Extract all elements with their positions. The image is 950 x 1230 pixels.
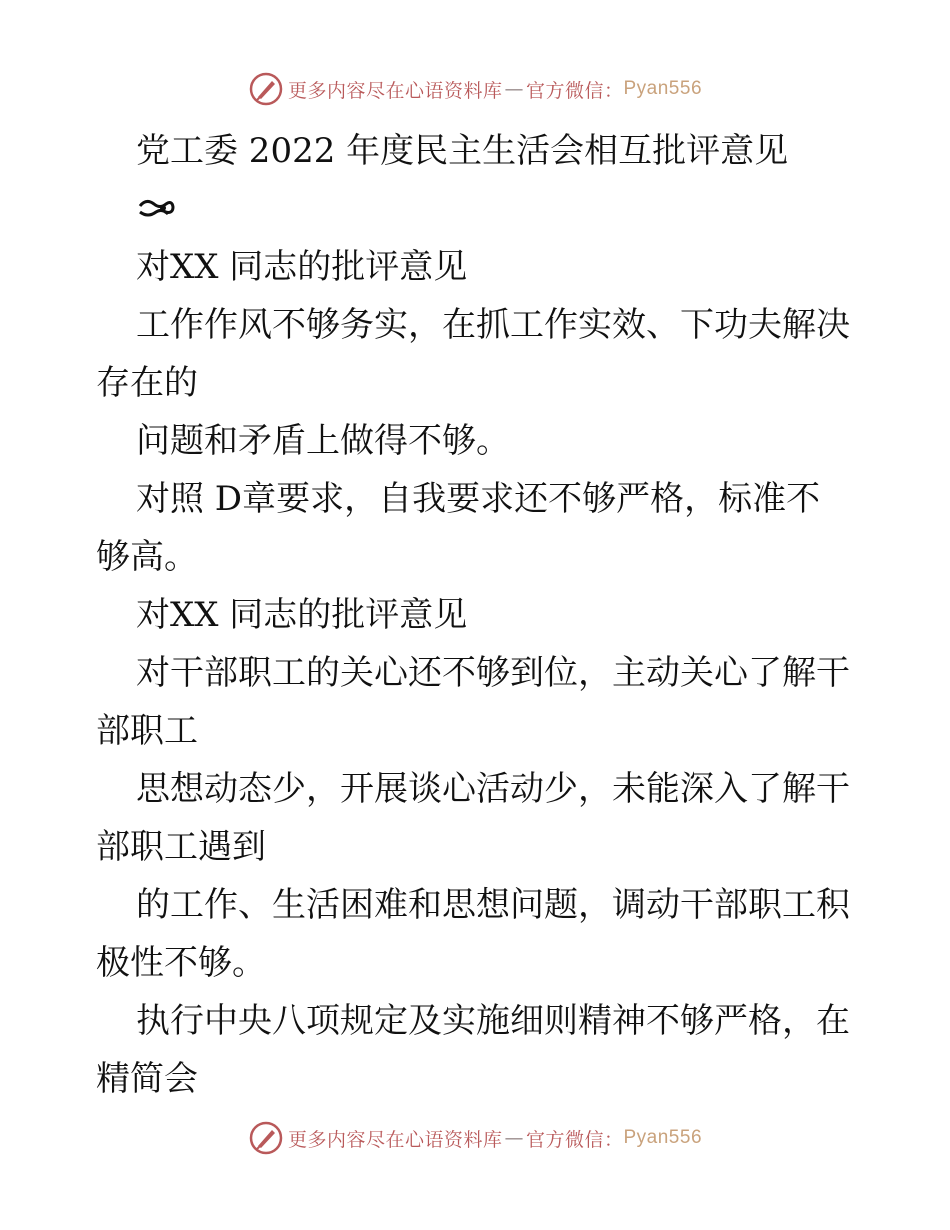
document-line: 问题和矛盾上做得不够。: [136, 421, 510, 461]
document-line: 的工作、生活困难和思想问题，调动干部职工积: [136, 885, 850, 925]
document-line: 对XX 同志的批评意见: [136, 247, 468, 287]
document-line: 工作作风不够务实，在抓工作实效、下功夫解决: [136, 305, 850, 345]
document-body: [96, 122, 856, 1108]
document-line: 精简会: [96, 1059, 198, 1099]
watermark-handle: Pyan556: [623, 78, 703, 99]
watermark-text: 更多内容尽在心语资料库: [287, 79, 503, 102]
watermark-text: 更多内容尽在心语资料库: [287, 1128, 503, 1151]
watermark-separator: —: [504, 1127, 524, 1149]
document-line: 极性不够。: [96, 943, 266, 983]
document-line: 对照 D章要求，自我要求还不够严格，标准不: [136, 479, 821, 519]
document-line: 够高。: [96, 537, 198, 577]
watermark-label: 官方微信：: [525, 1128, 624, 1151]
quill-logo-icon: [248, 1120, 284, 1156]
watermark-label: 官方微信：: [525, 79, 624, 102]
document-line: 思想动态少，开展谈心活动少，未能深入了解干: [136, 769, 850, 809]
quill-logo-icon: [248, 71, 284, 107]
document-title: 党工委 2022 年度民主生活会相互批评意见: [136, 131, 789, 171]
watermark-handle: Pyan556: [623, 1127, 703, 1148]
document-line: 执行中央八项规定及实施细则精神不够严格，在: [136, 1001, 850, 1041]
document-line: 对干部职工的关心还不够到位，主动关心了解干: [136, 653, 850, 693]
watermark-separator: —: [504, 78, 524, 100]
document-line: 部职工: [96, 711, 198, 751]
document-line: 存在的: [96, 363, 198, 403]
document-line: 部职工遇到: [96, 827, 266, 867]
watermark-header: [0, 69, 950, 109]
watermark-footer: [0, 1118, 950, 1158]
scroll-ornament-icon: [96, 180, 856, 238]
document-line: 对XX 同志的批评意见: [136, 595, 468, 635]
